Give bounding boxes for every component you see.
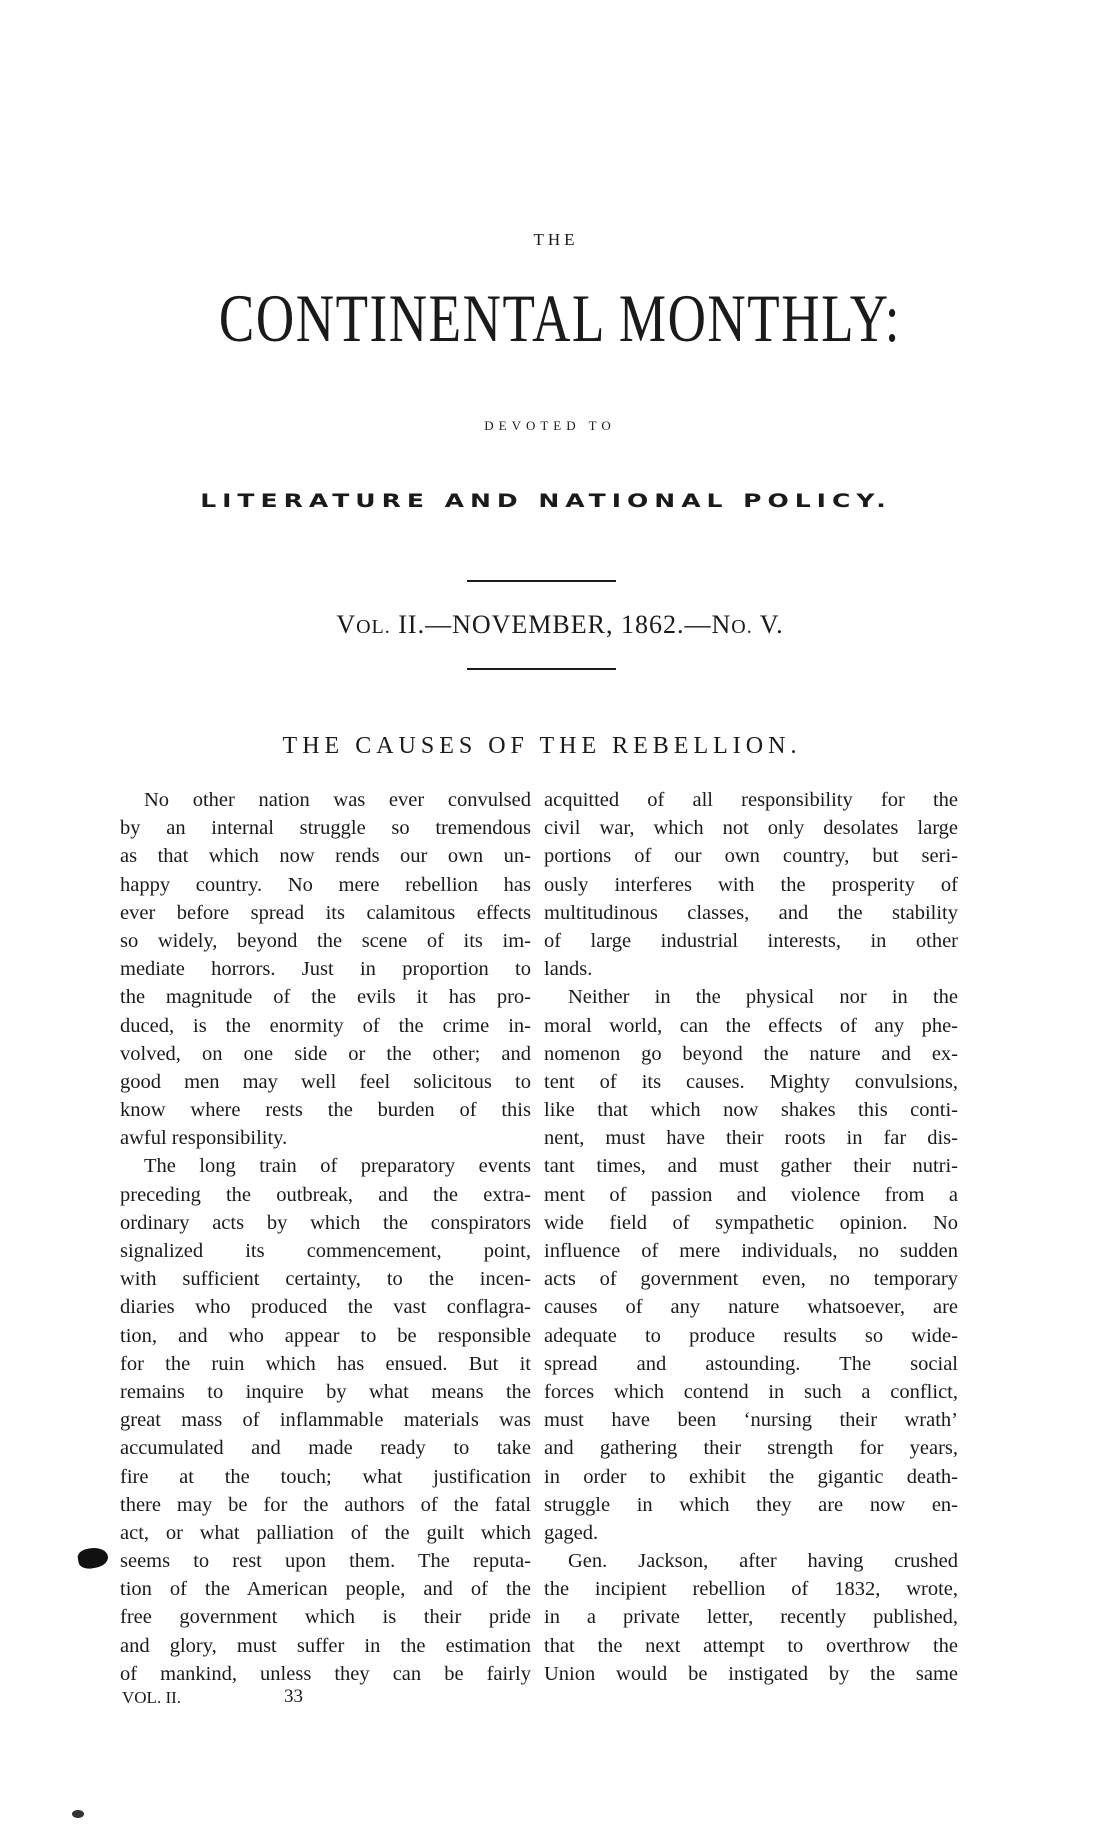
text-line: tent of its causes. Mighty convulsions, — [544, 1070, 958, 1093]
text-line: lands. — [544, 958, 593, 981]
page-number: 33 — [284, 1686, 303, 1707]
devoted-to-label: DEVOTED TO — [484, 418, 616, 433]
text-line: ordinary acts by which the conspirators — [120, 1211, 531, 1234]
text-line: of mankind, unless they can be fairly — [120, 1662, 531, 1685]
text-line: the magnitude of the evils it has pro- — [120, 986, 531, 1009]
text-line: the incipient rebellion of 1832, wrote, — [544, 1578, 958, 1601]
text-line: volved, on one side or the other; and — [120, 1042, 531, 1065]
text-line: for the ruin which has ensued. But it — [120, 1352, 531, 1375]
text-line: adequate to produce results so wide- — [544, 1324, 958, 1347]
text-line: fire at the touch; what justification — [120, 1465, 531, 1488]
text-line: of large industrial interests, in other — [544, 929, 958, 952]
text-line: as that which now rends our own un- — [120, 845, 531, 868]
text-line: like that which now shakes this conti- — [544, 1099, 958, 1122]
text-line: preceding the outbreak, and the extra- — [120, 1183, 531, 1206]
divider-rule-bottom — [467, 668, 616, 670]
text-line: The long train of preparatory events — [144, 1155, 531, 1178]
masthead-the: THE — [533, 230, 579, 249]
magazine-title: CONTINENTAL MONTHLY: — [218, 280, 902, 356]
text-line: influence of mere individuals, no sudden — [544, 1240, 958, 1262]
text-line: and glory, must suffer in the estimation — [120, 1634, 531, 1657]
right-text-column — [544, 786, 958, 1688]
text-line: tion, and who appear to be responsible — [120, 1324, 531, 1347]
text-line: forces which contend in such a conflict, — [544, 1380, 958, 1403]
text-line: accumulated and made ready to take — [120, 1437, 531, 1460]
text-line: acquitted of all responsibility for the — [544, 789, 958, 811]
text-line: awful responsibility. — [120, 1127, 288, 1150]
text-line: ously interferes with the prosperity of — [544, 873, 958, 896]
text-line: moral world, can the effects of any phe- — [544, 1014, 958, 1037]
text-line: diaries who produced the vast conflagra- — [120, 1296, 531, 1319]
ink-mark — [72, 1810, 84, 1818]
signature-mark: VOL. II. — [122, 1688, 182, 1707]
text-line: Neither in the physical nor in the — [568, 986, 958, 1009]
no-smallcaps: O. — [731, 616, 753, 638]
text-line: in a private letter, recently published, — [544, 1606, 958, 1629]
text-line: acts of government even, no temporary — [544, 1268, 958, 1291]
magazine-subtitle: LITERATURE AND NATIONAL POLICY. — [200, 489, 892, 512]
left-text-column — [120, 786, 531, 1688]
text-line: that the next attempt to overthrow the — [544, 1634, 958, 1657]
text-line: ment of passion and violence from a — [544, 1183, 958, 1206]
text-line: nent, must have their roots in far dis- — [544, 1127, 958, 1150]
text-line: causes of any nature whatsoever, are — [544, 1296, 958, 1319]
volume-issue-line — [0, 610, 1120, 640]
vol-smallcaps: OL. — [356, 616, 391, 638]
text-line: civil war, which not only desolates large — [544, 817, 958, 840]
no-main: V. — [752, 610, 784, 639]
vol-main: II.—NOVEMBER, 1862.—N — [390, 610, 732, 639]
text-line: there may be for the authors of the fatal — [120, 1493, 531, 1516]
text-line: duced, is the enormity of the crime in- — [120, 1014, 531, 1037]
text-line: signalized its commencement, point, — [120, 1240, 531, 1262]
text-line: portions of our own country, but seri- — [544, 845, 958, 868]
text-line: struggle in which they are now en- — [544, 1493, 958, 1516]
text-line: seems to rest upon them. The reputa- — [120, 1550, 531, 1573]
ink-blot — [76, 1546, 109, 1571]
text-line: mediate horrors. Just in proportion to — [120, 958, 531, 981]
text-line: by an internal struggle so tremendous — [120, 817, 531, 840]
text-line: gaged. — [544, 1521, 599, 1544]
text-line: good men may well feel solicitous to — [120, 1070, 531, 1093]
text-line: act, or what palliation of the guilt which — [120, 1521, 531, 1544]
text-line: remains to inquire by what means the — [120, 1380, 531, 1403]
vol-prefix: V — [336, 610, 357, 639]
text-line: must have been ‘nursing their wrath’ — [544, 1409, 958, 1432]
text-line: spread and astounding. The social — [544, 1352, 958, 1375]
text-line: know where rests the burden of this — [120, 1099, 531, 1122]
article-heading: THE CAUSES OF THE REBELLION. — [282, 733, 802, 759]
text-line: great mass of inflammable materials was — [120, 1409, 531, 1432]
text-line: Union would be instigated by the same — [544, 1662, 958, 1685]
text-line: nomenon go beyond the nature and ex- — [544, 1042, 958, 1065]
text-line: wide field of sympathetic opinion. No — [544, 1211, 958, 1234]
text-line: and gathering their strength for years, — [544, 1437, 958, 1460]
text-line: ever before spread its calamitous effects — [120, 901, 531, 924]
text-line: so widely, beyond the scene of its im- — [120, 929, 531, 952]
text-line: tion of the American people, and of the — [120, 1578, 531, 1601]
text-line: free government which is their pride — [120, 1606, 531, 1629]
text-line: in order to exhibit the gigantic death- — [544, 1465, 958, 1488]
text-line: No other nation was ever convulsed — [144, 789, 531, 811]
divider-rule-top — [467, 580, 616, 582]
text-line: Gen. Jackson, after having crushed — [568, 1550, 958, 1573]
text-line: with sufficient certainty, to the incen- — [120, 1268, 531, 1291]
text-line: multitudinous classes, and the stability — [544, 901, 958, 924]
text-line: tant times, and must gather their nutri- — [544, 1155, 958, 1178]
text-line: happy country. No mere rebellion has — [120, 873, 531, 896]
